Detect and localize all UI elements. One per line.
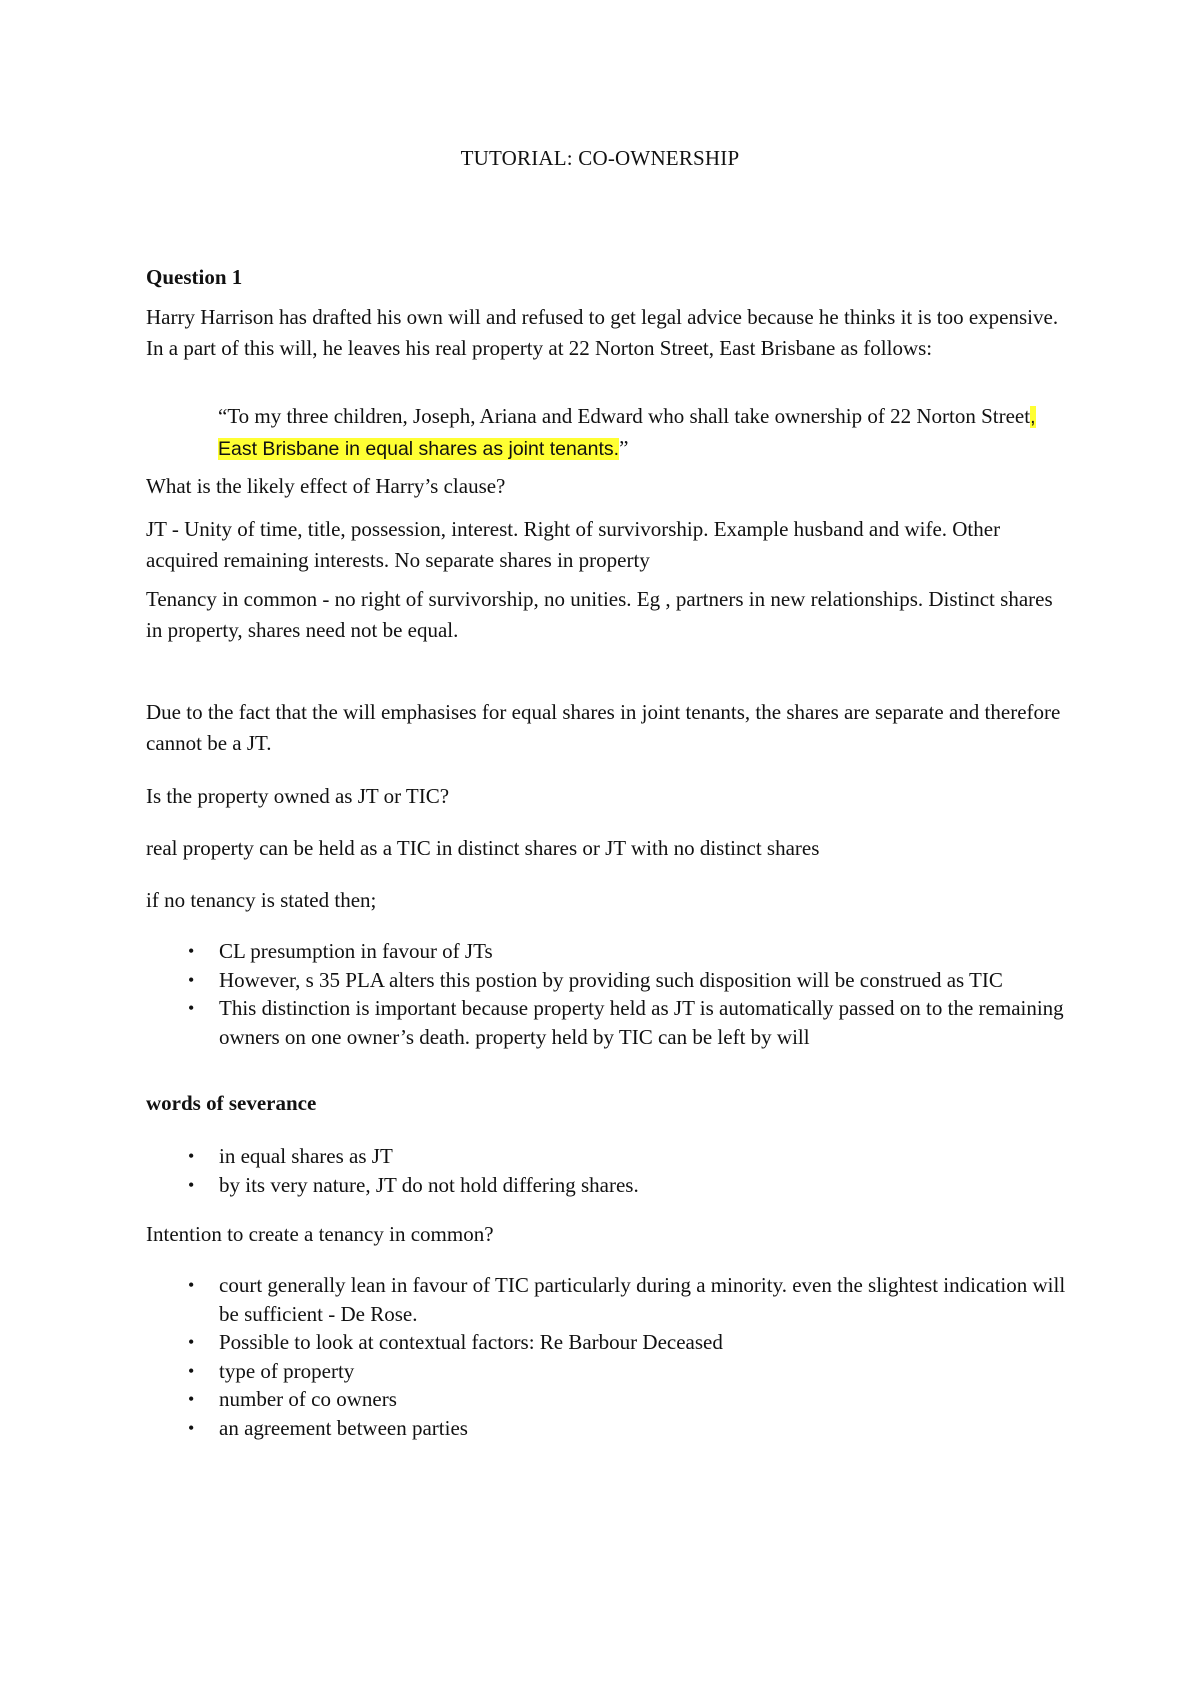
list-item: • an agreement between parties bbox=[146, 1414, 1076, 1443]
document-title: TUTORIAL: CO-OWNERSHIP bbox=[460, 146, 740, 170]
question-text: What is the likely effect of Harry’s clause? bbox=[146, 474, 506, 498]
list-item: • in equal shares as JT bbox=[146, 1142, 1076, 1171]
list-item: • However, s 35 PLA alters this postion by providing such disposition will be construed as TIC bbox=[146, 966, 1076, 995]
jt-notes: JT - Unity of time, title, possession, interest. Right of survivorship. Example husband and wife. Other acquired remaining interests. No separate shares in property bbox=[146, 517, 1001, 572]
quote-text-start: “To my three children, Joseph, Ariana and Edward who shall take ownership of 22 Norton Street bbox=[218, 404, 1031, 428]
bullet-icon: • bbox=[188, 1417, 195, 1438]
list-item: • number of co owners bbox=[146, 1385, 1076, 1414]
quote-highlighted-text: , East Brisbane in equal shares as joint tenants. bbox=[218, 406, 1036, 460]
bullet-icon: • bbox=[188, 1332, 195, 1352]
intro-paragraph: Harry Harrison has drafted his own will and refused to get legal advice because he thinks it is too expensive. In a part of this will, he leaves his real property at 22 Norton Street, East Brisbane as follows: bbox=[146, 305, 1059, 360]
bullet-icon: • bbox=[188, 1146, 195, 1166]
bullet-icon: • bbox=[188, 1389, 195, 1409]
list-item: • court generally lean in favour of TIC particularly during a minority. even the slightest indication will be sufficient - De Rose. bbox=[188, 1273, 1066, 1326]
bullet-icon: • bbox=[188, 969, 195, 990]
list-item: • CL presumption in favour of JTs bbox=[146, 937, 1076, 966]
is-property-question: Is the property owned as JT or TIC? bbox=[146, 784, 450, 808]
severance-list bbox=[146, 1142, 1076, 1199]
no-tenancy-note: if no tenancy is stated then; bbox=[146, 888, 377, 912]
intention-question: Intention to create a tenancy in common? bbox=[146, 1222, 494, 1246]
presumption-list bbox=[146, 937, 1076, 1051]
bullet-icon: • bbox=[188, 1275, 195, 1295]
real-property-note: real property can be held as a TIC in distinct shares or JT with no distinct shares bbox=[146, 836, 820, 860]
intention-list bbox=[146, 1271, 1076, 1442]
list-item: • Possible to look at contextual factors: Re Barbour Deceased bbox=[146, 1328, 1076, 1357]
question-heading: Question 1 bbox=[146, 265, 243, 289]
will-clause-quote bbox=[218, 401, 1058, 465]
quote-text-end: ” bbox=[619, 436, 629, 460]
bullet-icon: • bbox=[188, 998, 195, 1018]
due-to-paragraph: Due to the fact that the will emphasises for equal shares in joint tenants, the shares are separate and therefore cannot be a JT. bbox=[146, 700, 1061, 755]
bullet-icon: • bbox=[188, 1174, 195, 1195]
list-item: • by its very nature, JT do not hold differing shares. bbox=[146, 1171, 1076, 1200]
bullet-icon: • bbox=[188, 941, 195, 961]
list-item: • This distinction is important because property held as JT is automatically passed on to the remaining owners on one owner’s death. property held by TIC can be left by will bbox=[188, 996, 1064, 1049]
tic-notes: Tenancy in common - no right of survivorship, no unities. Eg , partners in new relationships. Distinct shares in property, shares need not be equal. bbox=[146, 587, 1053, 642]
list-item: • type of property bbox=[146, 1357, 1076, 1386]
severance-heading: words of severance bbox=[146, 1091, 317, 1115]
bullet-icon: • bbox=[188, 1360, 195, 1381]
